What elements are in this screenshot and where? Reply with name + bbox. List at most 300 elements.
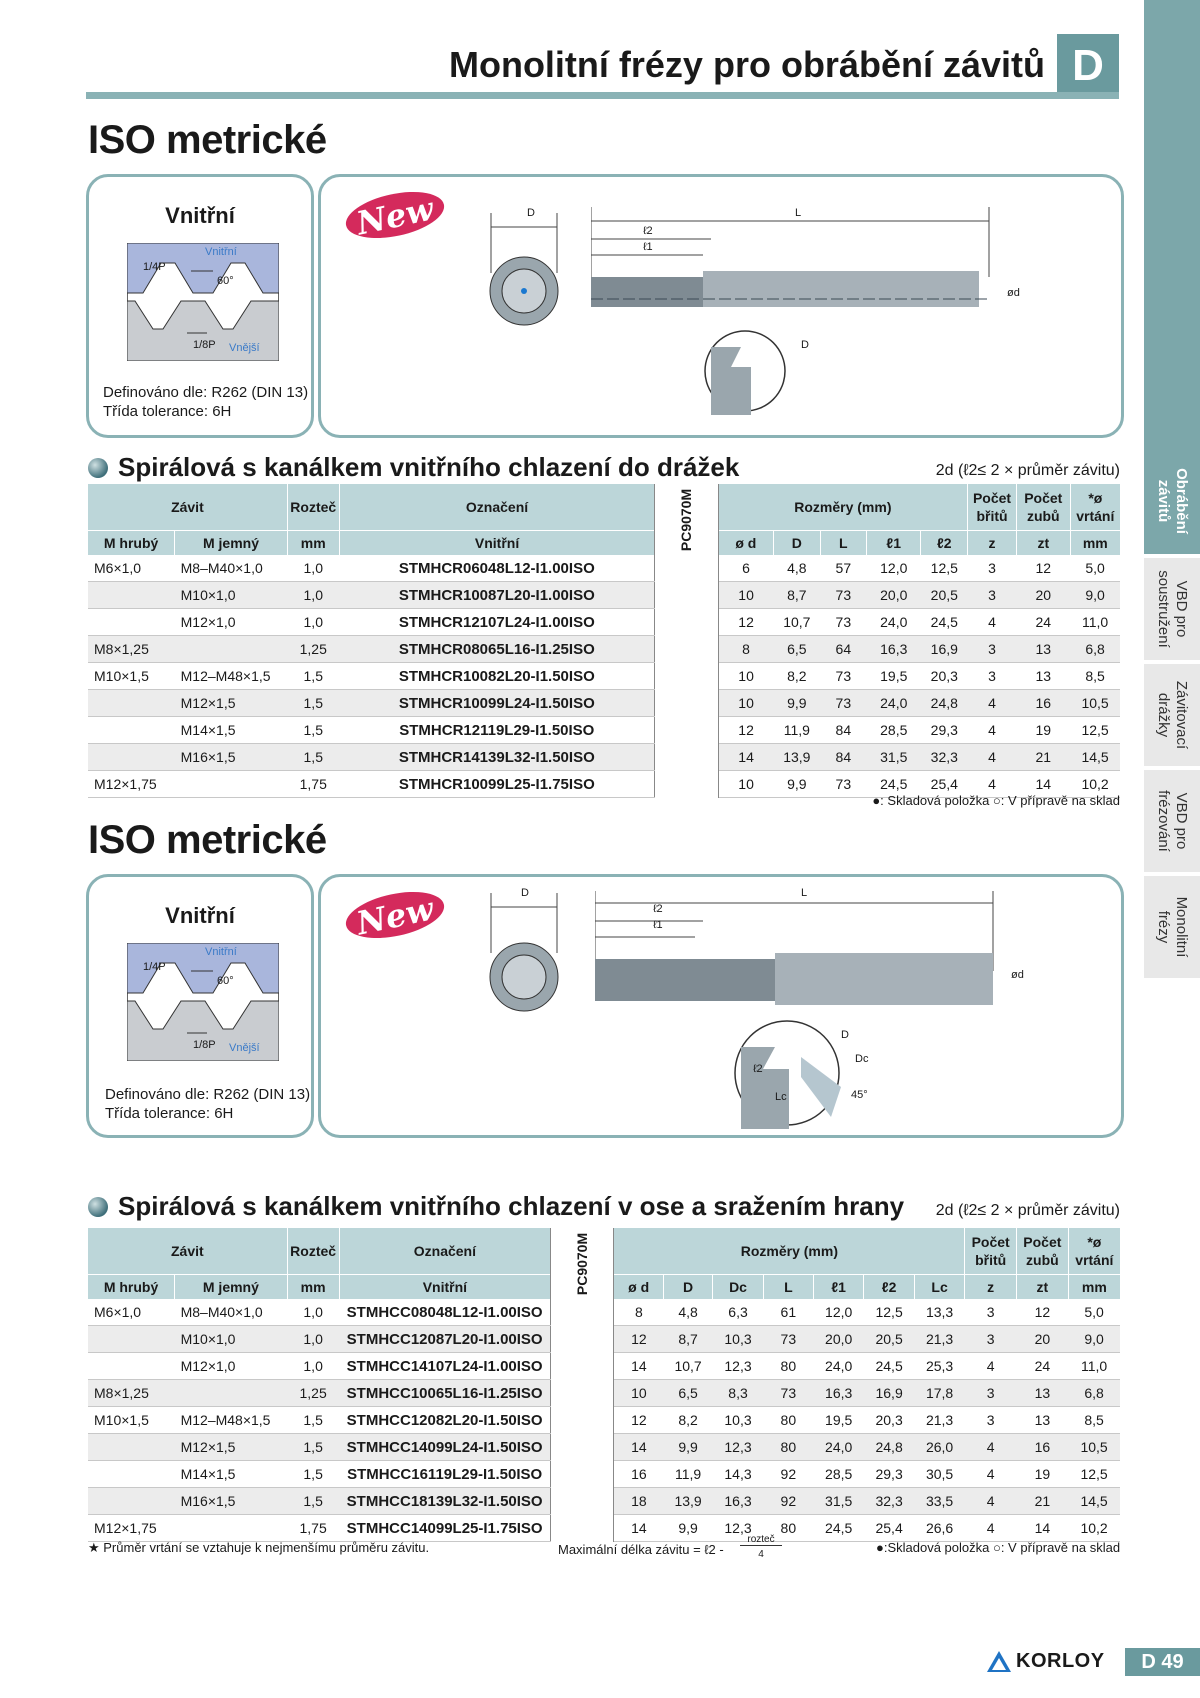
th-z: z bbox=[965, 1275, 1017, 1300]
table-cell: 10 bbox=[614, 1380, 663, 1407]
table-cell: 8,7 bbox=[774, 582, 821, 609]
table-cell: 10,7 bbox=[663, 1353, 712, 1380]
table-cell: 3 bbox=[968, 663, 1017, 690]
table-cell: 11,9 bbox=[774, 717, 821, 744]
label-outer: Vnější bbox=[229, 342, 260, 354]
table-cell: 24 bbox=[1017, 1353, 1069, 1380]
label-angle: 60° bbox=[217, 275, 234, 287]
table-row bbox=[88, 1434, 1120, 1461]
table-cell: 73 bbox=[820, 609, 866, 636]
table-cell: 3 bbox=[965, 1326, 1017, 1353]
stock-cell bbox=[551, 1488, 614, 1515]
table-cell: 16,3 bbox=[713, 1488, 763, 1515]
stock-cell bbox=[551, 1299, 614, 1326]
table-cell: 84 bbox=[820, 717, 866, 744]
dim-D-detail: D bbox=[801, 339, 809, 351]
table-cell: 13,9 bbox=[774, 744, 821, 771]
table-cell: 12 bbox=[1017, 1299, 1069, 1326]
th-pocet-britu: Počet břitů bbox=[965, 1228, 1017, 1275]
table-cell: 6,5 bbox=[663, 1380, 712, 1407]
th-roztec: Rozteč bbox=[287, 1228, 339, 1275]
table-cell: 5,0 bbox=[1070, 555, 1120, 582]
table-cell: 19 bbox=[1016, 717, 1070, 744]
th-rozmery: Rozměry (mm) bbox=[614, 1228, 965, 1275]
table-cell: 10,7 bbox=[774, 609, 821, 636]
table-cell: 16,9 bbox=[921, 636, 968, 663]
table-cell: 24,0 bbox=[867, 609, 921, 636]
th-D: D bbox=[663, 1275, 712, 1300]
table-cell: 8,5 bbox=[1070, 663, 1120, 690]
thread-cell bbox=[175, 771, 288, 798]
table-cell: 9,9 bbox=[663, 1515, 712, 1542]
table-cell: 14,3 bbox=[713, 1461, 763, 1488]
table-cell: 16,9 bbox=[864, 1380, 914, 1407]
table-cell: 1,5 bbox=[287, 663, 339, 690]
thread-cell: M16×1,5 bbox=[175, 1488, 288, 1515]
table-cell: 8,3 bbox=[713, 1380, 763, 1407]
dim-Dc: Dc bbox=[855, 1053, 869, 1065]
th-od: ø d bbox=[614, 1275, 663, 1300]
table-row bbox=[88, 1299, 1120, 1326]
designation-cell: STMHCC10065L16-I1.25ISO bbox=[339, 1380, 551, 1407]
table-cell: 16 bbox=[1017, 1434, 1069, 1461]
grade-label: PC9070M bbox=[678, 488, 695, 551]
th-grade bbox=[551, 1228, 614, 1299]
table-cell: 4 bbox=[965, 1515, 1017, 1542]
dim-D: D bbox=[521, 887, 529, 899]
table-row bbox=[88, 609, 1120, 636]
table-cell: 20,3 bbox=[864, 1407, 914, 1434]
thread-cell: M8×1,25 bbox=[88, 1380, 175, 1407]
table-cell: 9,9 bbox=[774, 771, 821, 798]
tab-label: Závitovací drážky bbox=[1155, 680, 1190, 750]
table-cell: 26,0 bbox=[914, 1434, 964, 1461]
table-cell: 10 bbox=[718, 582, 773, 609]
section1-drawing-panel bbox=[318, 174, 1124, 438]
th-l1: ℓ1 bbox=[813, 1275, 863, 1300]
bullet-icon bbox=[88, 1197, 108, 1217]
designation-cell: STMHCC08048L12-I1.00ISO bbox=[339, 1299, 551, 1326]
thread-cell: M8×1,25 bbox=[88, 636, 175, 663]
brand-name: KORLOY bbox=[1016, 1650, 1105, 1672]
thread-cell bbox=[175, 1380, 288, 1407]
table-cell: 21 bbox=[1017, 1488, 1069, 1515]
bullet-icon bbox=[88, 458, 108, 478]
thread-cell bbox=[88, 609, 175, 636]
tab-label: VBD pro frézování bbox=[1155, 790, 1190, 852]
section1-legend: ●: Skladová položka ○: V přípravě na sklad bbox=[872, 793, 1120, 808]
table-cell: 13,3 bbox=[914, 1299, 964, 1326]
table-cell: 73 bbox=[820, 663, 866, 690]
end-view-drawing bbox=[487, 893, 563, 1013]
table-cell: 73 bbox=[763, 1326, 813, 1353]
table-cell: 1,25 bbox=[287, 636, 339, 663]
table-cell: 24,5 bbox=[864, 1353, 914, 1380]
thread-cell: M8–M40×1,0 bbox=[175, 1299, 288, 1326]
th-m-jemny: M jemný bbox=[175, 531, 288, 556]
table-cell: 4 bbox=[968, 609, 1017, 636]
table-cell: 4 bbox=[968, 690, 1017, 717]
table-cell: 19,5 bbox=[813, 1407, 863, 1434]
table-cell: 1,5 bbox=[287, 1407, 339, 1434]
table-cell: 13 bbox=[1017, 1380, 1069, 1407]
table-cell: 1,5 bbox=[287, 1461, 339, 1488]
section2-table-body bbox=[88, 1299, 1120, 1542]
table-cell: 10 bbox=[718, 771, 773, 798]
table-cell: 9,9 bbox=[663, 1434, 712, 1461]
designation-cell: STMHCR06048L12-I1.00ISO bbox=[339, 555, 655, 582]
table-cell: 25,4 bbox=[921, 771, 968, 798]
designation-cell: STMHCC16119L29-I1.50ISO bbox=[339, 1461, 551, 1488]
section-letter-badge: D bbox=[1057, 34, 1119, 98]
table-cell: 16,3 bbox=[867, 636, 921, 663]
table-cell: 20,3 bbox=[921, 663, 968, 690]
table-cell: 32,3 bbox=[864, 1488, 914, 1515]
dim-l2: ℓ2 bbox=[643, 225, 653, 237]
drill-footnote: ★ Průměr vrtání se vztahuje k nejmenšímu průměru závitu. bbox=[88, 1540, 430, 1555]
thread-cell: M6×1,0 bbox=[88, 1299, 175, 1326]
stock-cell bbox=[655, 636, 718, 663]
table-cell: 12,3 bbox=[713, 1353, 763, 1380]
th-grade bbox=[655, 484, 718, 555]
th-Dc: Dc bbox=[713, 1275, 763, 1300]
th-mm: mm bbox=[287, 1275, 339, 1300]
table-cell: 12 bbox=[614, 1407, 663, 1434]
thread-cell: M12×1,5 bbox=[175, 690, 288, 717]
table-cell: 13 bbox=[1016, 636, 1070, 663]
designation-cell: STMHCR08065L16-I1.25ISO bbox=[339, 636, 655, 663]
table-cell: 12 bbox=[614, 1326, 663, 1353]
dim-D-detail: D bbox=[841, 1029, 849, 1041]
table-cell: 13 bbox=[1017, 1407, 1069, 1434]
tab-vbd-soustruzeni[interactable] bbox=[1144, 558, 1200, 660]
section1-heading: ISO metrické bbox=[88, 118, 327, 162]
stock-cell bbox=[655, 771, 718, 798]
table-cell: 6,8 bbox=[1068, 1380, 1120, 1407]
label-inner: Vnitřní bbox=[205, 246, 237, 258]
table-row bbox=[88, 555, 1120, 582]
label-eighth-pitch: 1/8P bbox=[193, 1039, 216, 1051]
designation-cell: STMHCC18139L32-I1.50ISO bbox=[339, 1488, 551, 1515]
thread-cell: M10×1,0 bbox=[175, 1326, 288, 1353]
table-cell: 6,5 bbox=[774, 636, 821, 663]
table-cell: 1,0 bbox=[287, 555, 339, 582]
table-cell: 3 bbox=[968, 636, 1017, 663]
thread-cell bbox=[88, 690, 175, 717]
table-cell: 6,8 bbox=[1070, 636, 1120, 663]
grade-label: PC9070M bbox=[574, 1232, 591, 1295]
table-cell: 24,0 bbox=[813, 1353, 863, 1380]
table-row bbox=[88, 582, 1120, 609]
table-cell: 14 bbox=[614, 1353, 663, 1380]
table-cell: 13,9 bbox=[663, 1488, 712, 1515]
th-pocet-zubu: Počet zubů bbox=[1017, 1228, 1069, 1275]
table-cell: 24,8 bbox=[921, 690, 968, 717]
th-Lc: Lc bbox=[914, 1275, 964, 1300]
label-quarter-pitch: 1/4P bbox=[143, 961, 166, 973]
stock-cell bbox=[655, 663, 718, 690]
formula-numerator: rozteč bbox=[740, 1534, 782, 1546]
table-cell: 1,0 bbox=[287, 609, 339, 636]
formula-denominator: 4 bbox=[758, 1549, 764, 1560]
thread-cell bbox=[88, 744, 175, 771]
table-cell: 25,3 bbox=[914, 1353, 964, 1380]
stock-cell bbox=[655, 690, 718, 717]
table-cell: 10,5 bbox=[1070, 690, 1120, 717]
table-cell: 16,3 bbox=[813, 1380, 863, 1407]
table-cell: 11,0 bbox=[1070, 609, 1120, 636]
table-cell: 17,8 bbox=[914, 1380, 964, 1407]
th-mm: mm bbox=[287, 531, 339, 556]
stock-cell bbox=[655, 609, 718, 636]
tab-label: VBD pro soustružení bbox=[1155, 570, 1190, 648]
table-cell: 9,0 bbox=[1068, 1326, 1120, 1353]
designation-cell: STMHCR10082L20-I1.50ISO bbox=[339, 663, 655, 690]
table-cell: 26,6 bbox=[914, 1515, 964, 1542]
table-cell: 14,5 bbox=[1068, 1488, 1120, 1515]
table-cell: 9,0 bbox=[1070, 582, 1120, 609]
table-cell: 20,5 bbox=[921, 582, 968, 609]
stock-cell bbox=[551, 1407, 614, 1434]
table-cell: 16 bbox=[1016, 690, 1070, 717]
table-cell: 8 bbox=[614, 1299, 663, 1326]
korloy-logo-icon bbox=[986, 1650, 1012, 1674]
table-row bbox=[88, 1515, 1120, 1542]
th-l2: ℓ2 bbox=[864, 1275, 914, 1300]
tab-zavitovaci-drazky[interactable] bbox=[1144, 664, 1200, 766]
dim-l1: ℓ1 bbox=[643, 241, 653, 253]
thread-cell: M10×1,5 bbox=[88, 1407, 175, 1434]
table-cell: 1,25 bbox=[287, 1380, 339, 1407]
thread-cell: M8–M40×1,0 bbox=[175, 555, 288, 582]
table-cell: 3 bbox=[965, 1380, 1017, 1407]
stock-cell bbox=[655, 717, 718, 744]
table-cell: 1,5 bbox=[287, 1488, 339, 1515]
tab-vbd-frezovani[interactable] bbox=[1144, 770, 1200, 872]
designation-cell: STMHCR12119L29-I1.50ISO bbox=[339, 717, 655, 744]
table-cell: 24 bbox=[1016, 609, 1070, 636]
dim-angle: 45° bbox=[851, 1089, 868, 1101]
detail-view-drawing bbox=[701, 327, 791, 417]
stock-cell bbox=[551, 1461, 614, 1488]
table-cell: 1,5 bbox=[287, 744, 339, 771]
tab-obrabeni-zavitu[interactable] bbox=[1144, 448, 1200, 554]
table-cell: 21,3 bbox=[914, 1407, 964, 1434]
thread-cell: M14×1,5 bbox=[175, 717, 288, 744]
table-cell: 24,5 bbox=[921, 609, 968, 636]
designation-cell: STMHCR10087L20-I1.00ISO bbox=[339, 582, 655, 609]
table-cell: 3 bbox=[968, 555, 1017, 582]
table-cell: 31,5 bbox=[867, 744, 921, 771]
table-cell: 9,9 bbox=[774, 690, 821, 717]
th-zavit: Závit bbox=[88, 484, 287, 531]
th-vrtani: *ø vrtání bbox=[1070, 484, 1120, 531]
stock-cell bbox=[551, 1515, 614, 1542]
table-row bbox=[88, 1353, 1120, 1380]
tab-monolitni-frezy[interactable] bbox=[1144, 876, 1200, 978]
table-cell: 4 bbox=[965, 1461, 1017, 1488]
table-cell: 31,5 bbox=[813, 1488, 863, 1515]
thread-cell bbox=[88, 717, 175, 744]
table-cell: 10 bbox=[718, 690, 773, 717]
table-row bbox=[88, 744, 1120, 771]
table-cell: 1,5 bbox=[287, 717, 339, 744]
table-cell: 6,3 bbox=[713, 1299, 763, 1326]
table-cell: 10,2 bbox=[1070, 771, 1120, 798]
designation-cell: STMHCR14139L32-I1.50ISO bbox=[339, 744, 655, 771]
side-strip bbox=[1144, 0, 1200, 448]
th-vnitrni: Vnitřní bbox=[339, 1275, 551, 1300]
table-cell: 25,4 bbox=[864, 1515, 914, 1542]
th-rozmery: Rozměry (mm) bbox=[718, 484, 967, 531]
thread-cell bbox=[88, 1434, 175, 1461]
table-row bbox=[88, 1407, 1120, 1434]
th-oznaceni: Označení bbox=[339, 1228, 551, 1275]
table-cell: 92 bbox=[763, 1488, 813, 1515]
table-cell: 20,5 bbox=[864, 1326, 914, 1353]
stock-cell bbox=[551, 1434, 614, 1461]
table-cell: 4 bbox=[965, 1488, 1017, 1515]
thread-cell bbox=[88, 1461, 175, 1488]
page-number: D 49 bbox=[1125, 1648, 1200, 1676]
table-cell: 21 bbox=[1016, 744, 1070, 771]
table-cell: 8 bbox=[718, 636, 773, 663]
table-cell: 1,5 bbox=[287, 1434, 339, 1461]
stock-cell bbox=[551, 1353, 614, 1380]
table-cell: 14 bbox=[718, 744, 773, 771]
table-cell: 73 bbox=[820, 690, 866, 717]
table-cell: 10,5 bbox=[1068, 1434, 1120, 1461]
table-cell: 73 bbox=[820, 771, 866, 798]
table-row bbox=[88, 1461, 1120, 1488]
table-cell: 14 bbox=[1016, 771, 1070, 798]
table-cell: 12,5 bbox=[1070, 717, 1120, 744]
section2-heading: ISO metrické bbox=[88, 818, 327, 862]
label-outer: Vnější bbox=[229, 1042, 260, 1054]
thread-cell: M10×1,5 bbox=[88, 663, 175, 690]
table-cell: 4 bbox=[968, 744, 1017, 771]
table-cell: 20 bbox=[1017, 1326, 1069, 1353]
table-cell: 3 bbox=[965, 1407, 1017, 1434]
table-row bbox=[88, 1326, 1120, 1353]
thread-cell: M12–M48×1,5 bbox=[175, 1407, 288, 1434]
table-cell: 20,0 bbox=[813, 1326, 863, 1353]
table-cell: 29,3 bbox=[864, 1461, 914, 1488]
defined-by-text: Definováno dle: R262 (DIN 13) bbox=[103, 384, 309, 401]
th-l1: ℓ1 bbox=[867, 531, 921, 556]
table-cell: 12 bbox=[718, 609, 773, 636]
section2-spec-table bbox=[88, 1228, 1120, 1542]
thread-cell: M12–M48×1,5 bbox=[175, 663, 288, 690]
table-row bbox=[88, 663, 1120, 690]
table-cell: 12,5 bbox=[864, 1299, 914, 1326]
label-angle: 60° bbox=[217, 975, 234, 987]
table-cell: 3 bbox=[968, 582, 1017, 609]
table-cell: 14 bbox=[1017, 1515, 1069, 1542]
tab-label: Obrábění závitů bbox=[1155, 468, 1190, 534]
thread-cell: M12×1,75 bbox=[88, 1515, 175, 1542]
th-z: z bbox=[968, 531, 1017, 556]
table-cell: 80 bbox=[763, 1407, 813, 1434]
new-badge-text: New bbox=[353, 889, 437, 943]
thread-cell bbox=[175, 1515, 288, 1542]
table-cell: 28,5 bbox=[867, 717, 921, 744]
table-cell: 1,75 bbox=[287, 771, 339, 798]
section1-profile-panel bbox=[86, 174, 314, 438]
table-cell: 92 bbox=[763, 1461, 813, 1488]
table-cell: 18 bbox=[614, 1488, 663, 1515]
table-cell: 12,3 bbox=[713, 1434, 763, 1461]
table-cell: 10 bbox=[718, 663, 773, 690]
table-cell: 57 bbox=[820, 555, 866, 582]
thread-cell: M12×1,5 bbox=[175, 1434, 288, 1461]
dim-D: D bbox=[527, 207, 535, 219]
section2-subheading: Spirálová s kanálkem vnitřního chlazení v ose a sražením hrany bbox=[118, 1191, 905, 1221]
th-vrtani: *ø vrtání bbox=[1068, 1228, 1120, 1275]
stock-cell bbox=[655, 744, 718, 771]
table-cell: 20 bbox=[1016, 582, 1070, 609]
tolerance-text: Třída tolerance: 6H bbox=[103, 403, 232, 420]
thread-cell bbox=[88, 1326, 175, 1353]
dim-od: ød bbox=[1011, 969, 1024, 981]
section1-spec-table bbox=[88, 484, 1120, 798]
table-cell: 11,9 bbox=[663, 1461, 712, 1488]
table-cell: 14 bbox=[614, 1434, 663, 1461]
thread-cell: M6×1,0 bbox=[88, 555, 175, 582]
label-eighth-pitch: 1/8P bbox=[193, 339, 216, 351]
defined-by-text: Definováno dle: R262 (DIN 13) bbox=[105, 1086, 311, 1103]
dim-L: L bbox=[801, 887, 808, 899]
table-row bbox=[88, 636, 1120, 663]
table-cell: 80 bbox=[763, 1434, 813, 1461]
section2-drawing-panel bbox=[318, 874, 1124, 1138]
table-cell: 24,5 bbox=[867, 771, 921, 798]
table-cell: 14 bbox=[614, 1515, 663, 1542]
table-cell: 24,5 bbox=[813, 1515, 863, 1542]
thread-cell: M12×1,0 bbox=[175, 1353, 288, 1380]
thread-cell: M14×1,5 bbox=[175, 1461, 288, 1488]
dim-l1: ℓ1 bbox=[653, 919, 663, 931]
table-cell: 10,2 bbox=[1068, 1515, 1120, 1542]
table-row bbox=[88, 1488, 1120, 1515]
table-cell: 80 bbox=[763, 1353, 813, 1380]
table-cell: 8,5 bbox=[1068, 1407, 1120, 1434]
footer-legend: ●:Skladová položka ○: V přípravě na sklad bbox=[876, 1540, 1121, 1555]
section1-subheading: Spirálová s kanálkem vnitřního chlazení do drážek bbox=[118, 452, 740, 482]
formula-prefix: Maximální délka závitu = ℓ2 - bbox=[558, 1542, 724, 1557]
table-cell: 1,0 bbox=[287, 1326, 339, 1353]
table-cell: 10,3 bbox=[713, 1407, 763, 1434]
stock-cell bbox=[551, 1326, 614, 1353]
th-pocet-zubu: Počet zubů bbox=[1016, 484, 1070, 531]
table-cell: 30,5 bbox=[914, 1461, 964, 1488]
page-header-title: Monolitní frézy pro obrábění závitů bbox=[448, 44, 1045, 85]
table-cell: 4 bbox=[968, 717, 1017, 744]
label-inner: Vnitřní bbox=[205, 946, 237, 958]
table-cell: 1,0 bbox=[287, 1353, 339, 1380]
designation-cell: STMHCC14107L24-I1.00ISO bbox=[339, 1353, 551, 1380]
table-cell: 12 bbox=[1016, 555, 1070, 582]
dim-l2: ℓ2 bbox=[653, 903, 663, 915]
table-cell: 12,5 bbox=[1068, 1461, 1120, 1488]
section2-subnote: 2d (ℓ2≤ 2 × průměr závitu) bbox=[935, 1202, 1120, 1219]
table-cell: 12,5 bbox=[921, 555, 968, 582]
table-cell: 61 bbox=[763, 1299, 813, 1326]
header-rule bbox=[86, 92, 1119, 99]
table-cell: 84 bbox=[820, 744, 866, 771]
table-cell: 12 bbox=[718, 717, 773, 744]
th-l2: ℓ2 bbox=[921, 531, 968, 556]
